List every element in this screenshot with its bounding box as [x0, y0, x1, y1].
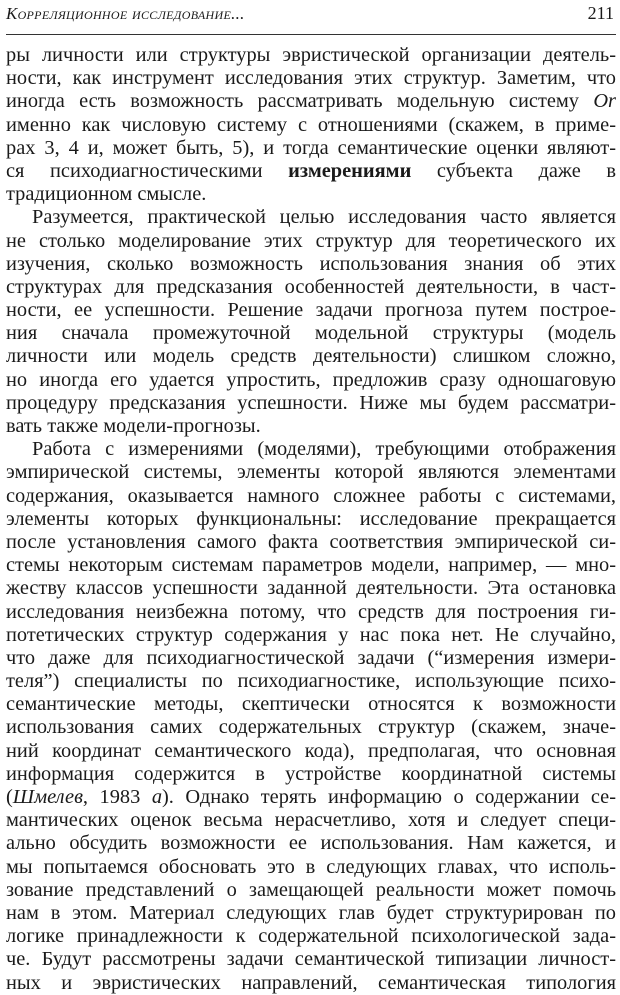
- text-line: нам в этом. Материал следующих глав будет структурирован по: [6, 901, 616, 924]
- paragraph-start: Работа с измерениями (моделями), требующими отображения: [32, 438, 616, 461]
- text-line: ных и эвристических направлений, семантическая типология: [6, 971, 616, 994]
- text-line: именно как числовую систему с отношениями (скажем, в приме-: [6, 113, 616, 136]
- text-line: теля”) специалисты по психодиагностике, использующие психо-: [6, 670, 616, 693]
- text-line: логике принадлежности к содержательной психологической зада-: [6, 925, 616, 948]
- citation-suffix: а: [151, 786, 163, 808]
- text-line: не столько моделирование этих структур для теоретического их: [6, 229, 616, 252]
- text-line: ры личности или структуры эвристической организации деятель-: [6, 44, 616, 66]
- text-line: традиционном смысле.: [6, 183, 207, 206]
- text-line: вать также модели-прогнозы.: [6, 415, 261, 437]
- text-line: рах 3, 4 и, может быть, 5), и тогда семантические оценки являют-: [6, 136, 616, 159]
- text-line: ний координат семантического кода), предполагая, что основная: [6, 739, 616, 762]
- text-line: изучения, сколько возможность использования знания об этих: [6, 252, 616, 275]
- text-line: ально обсудить возможности ее использования. Нам кажется, и: [6, 832, 616, 855]
- text-line: исследования неизбежна потому, что средств для построения ги-: [6, 600, 616, 623]
- text-line: иногда есть возможность рассматривать модельную систему Or: [6, 90, 616, 113]
- text-line: после установления самого факта соответствия эмпирической си-: [6, 530, 616, 553]
- text-line: личности или модель средств деятельности) слишком сложно,: [6, 345, 616, 368]
- text-line: использования самих содержательных структур (скажем, значе-: [6, 716, 616, 739]
- text-line: информация содержится в устройстве координатной системы: [6, 762, 616, 785]
- text-line: структурах для предсказания особенностей деятельности, в част-: [6, 275, 616, 298]
- emphasis-or: Or: [593, 90, 616, 113]
- text-line: зование представлений о замещающей реальности может помочь: [6, 878, 616, 901]
- text-line: ности, ее успешности. Решение задачи прогноза путем построе-: [6, 299, 616, 322]
- bold-term: измерениями: [288, 159, 412, 182]
- text-line: стемы некоторым системам параметров модели, например, — мно-: [6, 554, 616, 577]
- text-line: мантических оценок весьма нерасчетливо, хотя и следует специ-: [6, 809, 616, 832]
- text-line: процедуру предсказания успешности. Ниже мы будем рассматри-: [6, 391, 616, 414]
- text-line: (Шмелев, 1983 а). Однако терять информацию о содержании се-: [6, 786, 616, 808]
- text-line: но иногда его удается упростить, предложив сразу одношаговую: [6, 368, 616, 391]
- text-line: жеству классов успешности заданной деятельности. Эта остановка: [6, 577, 616, 600]
- text-line: семантические методы, скептически относятся к возможности: [6, 693, 616, 716]
- paragraph-start: Разумеется, практической целью исследования часто является: [32, 206, 616, 229]
- text-line: содержания, оказывается намного сложнее работы с системами,: [6, 484, 616, 507]
- text-line: ности, как инструмент исследования этих структур. Заметим, что: [6, 67, 616, 90]
- text-line: че. Будут рассмотрены задачи семантической типизации личност-: [6, 948, 616, 971]
- text-line: эмпирической системы, элементы которой являются элементами: [6, 461, 616, 484]
- text-line: что даже для психодиагностической задачи (“измерения измери-: [6, 646, 616, 669]
- page-header: [6, 0, 616, 35]
- running-head: Корреляционное исследование...: [6, 4, 245, 23]
- book-page: [6, 0, 616, 995]
- body-text: [6, 44, 616, 995]
- text-line: потетических структур содержания у нас пока нет. Не случайно,: [6, 623, 616, 646]
- citation-author: Шмелев: [12, 786, 83, 808]
- text-line: ния сначала промежуточной модельной структуры (модель: [6, 322, 616, 345]
- text-line: элементы которых функциональны: исследование прекращается: [6, 507, 616, 530]
- text-line: мы попытаемся обосновать это в следующих главах, что исполь-: [6, 855, 616, 878]
- text-line: ся психодиагностическими измерениями субъекта даже в: [6, 159, 616, 182]
- page-number: 211: [587, 3, 614, 23]
